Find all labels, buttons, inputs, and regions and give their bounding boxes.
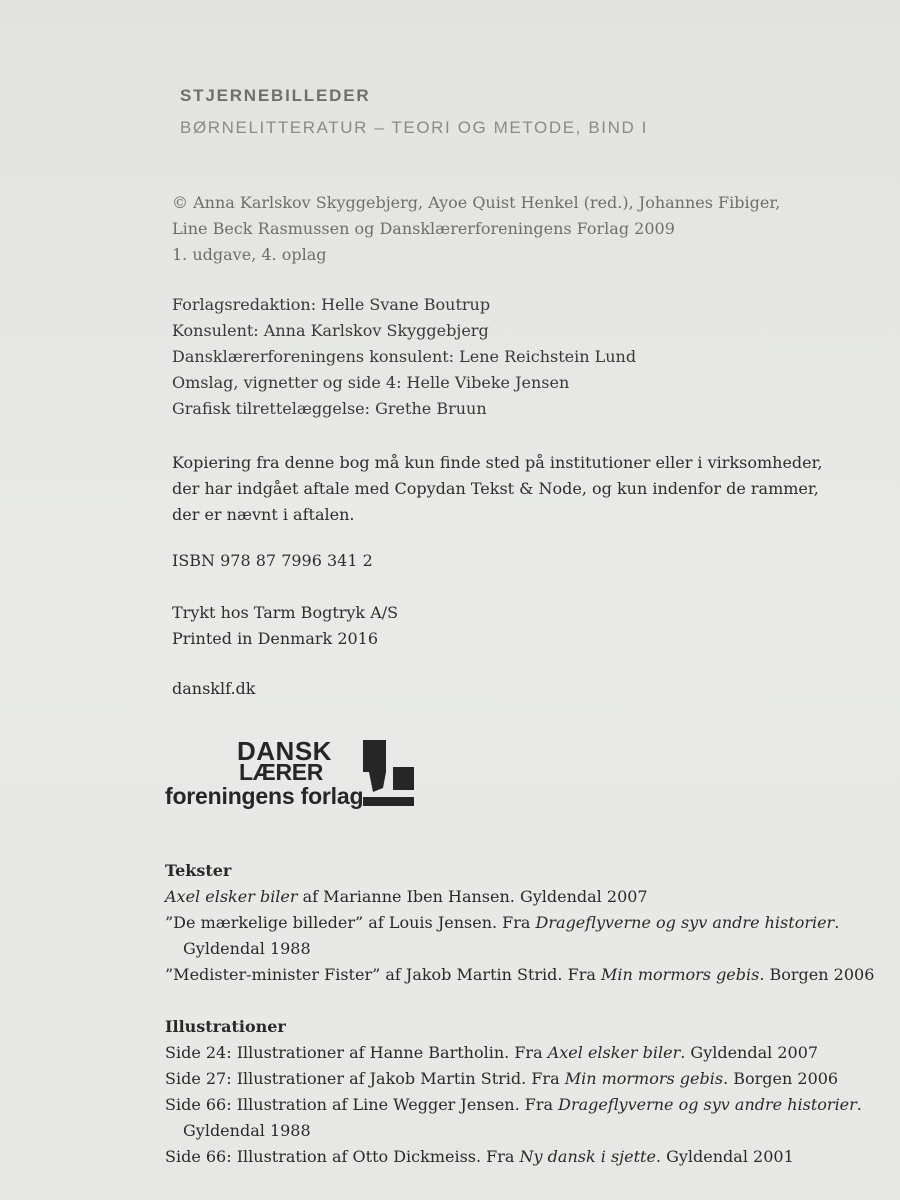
- illustration-entry: [165, 1040, 862, 1066]
- entry-book-title: Axel elsker biler: [165, 887, 298, 906]
- entry-text: . Borgen 2006: [759, 965, 875, 984]
- printer-line: Trykt hos Tarm Bogtryk A/S: [172, 603, 399, 622]
- entry-text: .: [834, 913, 840, 932]
- notice-line: Kopiering fra denne bog må kun finde sted på institutioner eller i virksomheder,: [172, 453, 823, 472]
- copyright-line: © Anna Karlskov Skyggebjerg, Ayoe Quist Henkel (red.), Johannes Fibiger,: [172, 193, 781, 212]
- credit-line: Forlagsredaktion: Helle Svane Boutrup: [172, 295, 491, 314]
- entry-book-title: Drageflyverne og syv andre historier: [535, 913, 835, 932]
- entry-text: ”De mærkelige billeder” af Louis Jensen. Fra: [165, 913, 536, 932]
- illustration-entry: [165, 1144, 862, 1170]
- entry-book-title: Axel elsker biler: [547, 1043, 681, 1062]
- entry-book-title: Min mormors gebis: [600, 965, 760, 984]
- book-title: STJERNEBILLEDER: [180, 86, 371, 105]
- book-subtitle: BØRNELITTERATUR – TEORI OG METODE, BIND I: [180, 118, 648, 137]
- entry-book-title: Min mormors gebis: [564, 1069, 724, 1088]
- entry-text: Side 27: Illustrationer af Jakob Martin Strid. Fra: [165, 1069, 565, 1088]
- entry-book-title: Ny dansk i sjette: [519, 1147, 656, 1166]
- texts-title: Tekster: [165, 861, 232, 880]
- text-entry: [165, 962, 874, 988]
- notice-line: der har indgået aftale med Copydan Tekst & Node, og kun indenfor de rammer,: [172, 479, 819, 498]
- copying-notice: [172, 450, 823, 528]
- entry-text: Side 66: Illustration af Line Wegger Jensen. Fra: [165, 1095, 559, 1114]
- credits-block: [172, 292, 636, 422]
- illustration-entry: [165, 1092, 862, 1144]
- entry-continuation: Gyldendal 1988: [183, 939, 311, 958]
- entry-text: ”Medister-minister Fister” af Jakob Martin Strid. Fra: [165, 965, 601, 984]
- logo-text-forlag: foreningens forlag: [165, 783, 364, 809]
- printed-in-line: Printed in Denmark 2016: [172, 629, 379, 648]
- copyright-block: [172, 190, 780, 268]
- entry-text: . Borgen 2006: [723, 1069, 839, 1088]
- notice-line: der er nævnt i aftalen.: [172, 505, 355, 524]
- isbn: ISBN 978 87 7996 341 2: [172, 551, 373, 570]
- copyright-line: Line Beck Rasmussen og Dansklærerforeningens Forlag 2009: [172, 219, 675, 238]
- entry-text: . Gyldendal 2007: [680, 1043, 819, 1062]
- entry-text: Side 24: Illustrationer af Hanne Bartholin. Fra: [165, 1043, 548, 1062]
- entry-text: af Marianne Iben Hansen. Gyldendal 2007: [297, 887, 648, 906]
- credit-line: Dansklærerforeningens konsulent: Lene Reichstein Lund: [172, 347, 637, 366]
- entry-book-title: Drageflyverne og syv andre historier: [558, 1095, 857, 1114]
- illustration-entry: [165, 1066, 862, 1092]
- illustrations-title: Illustrationer: [165, 1017, 286, 1036]
- illustrations-section: [165, 1014, 862, 1170]
- entry-text: .: [856, 1095, 862, 1114]
- logo-mark-icon: [363, 740, 415, 806]
- text-entry: [165, 884, 874, 910]
- website-url: dansklf.dk: [172, 679, 256, 698]
- credit-line: Omslag, vignetter og side 4: Helle Vibeke Jensen: [172, 373, 570, 392]
- logo-text-dansk: DANSK: [237, 736, 332, 766]
- print-info: [172, 600, 398, 652]
- publisher-logo: [165, 736, 425, 812]
- text-entry: [165, 910, 874, 962]
- edition-line: 1. udgave, 4. oplag: [172, 245, 327, 264]
- logo-text-laerer: LÆRER: [239, 759, 324, 785]
- entry-text: . Gyldendal 2001: [655, 1147, 794, 1166]
- credit-line: Grafisk tilrettelæggelse: Grethe Bruun: [172, 399, 487, 418]
- credit-line: Konsulent: Anna Karlskov Skyggebjerg: [172, 321, 489, 340]
- entry-text: Side 66: Illustration af Otto Dickmeiss. Fra: [165, 1147, 520, 1166]
- entry-continuation: Gyldendal 1988: [183, 1121, 311, 1140]
- texts-section: [165, 858, 874, 988]
